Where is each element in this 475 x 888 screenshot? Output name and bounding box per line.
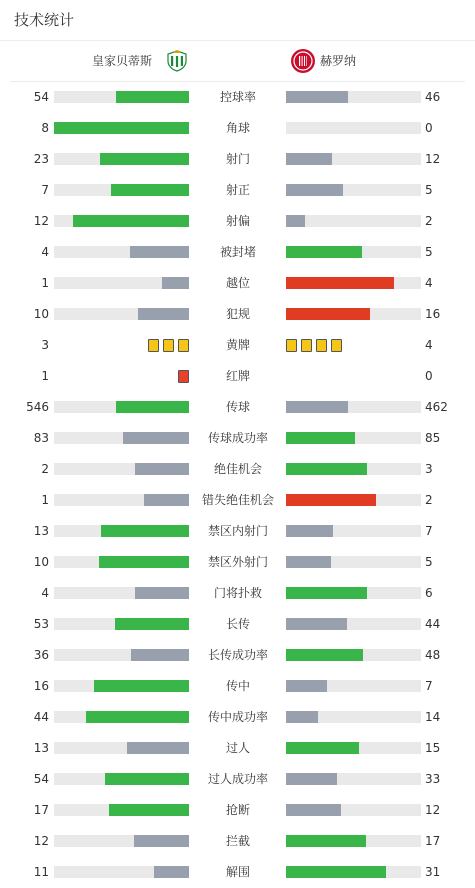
away-stat-value: 17 [425,834,441,848]
home-stat-bar-track [54,711,189,723]
home-stat-value: 7 [41,183,49,197]
home-stat-value: 36 [33,648,49,662]
away-stat-value: 2 [425,214,433,228]
stat-label: 绝佳机会 [213,462,262,476]
home-stat-value: 11 [33,865,49,879]
stat-row [0,175,475,206]
away-stat-value: 5 [425,245,433,259]
away-stat-bar-fill [286,866,386,878]
stat-row [0,702,475,733]
away-stat-value: 12 [425,152,441,166]
home-stat-value: 1 [41,493,49,507]
away-stat-bar-track [286,401,421,413]
away-stat-bar-track [286,215,421,227]
home-stat-bar-fill [115,618,189,630]
home-stat-bar-fill [116,401,189,413]
home-stat-value: 53 [33,617,49,631]
home-stat-bar-track [54,804,189,816]
home-stat-bar-track [54,463,189,475]
away-stat-value: 5 [425,555,433,569]
home-stat-value: 12 [33,834,49,848]
stat-label: 过人 [225,741,250,755]
stat-label: 黄牌 [225,338,250,352]
away-stat-bar-fill [286,494,376,506]
home-stat-bar-track [54,277,189,289]
home-stat-value: 4 [41,245,49,259]
stat-label: 越位 [225,276,250,290]
stat-row [0,671,475,702]
home-stat-bar-track [54,184,189,196]
stat-label: 长传成功率 [207,648,268,662]
home-stat-bar-fill [130,246,189,258]
away-stat-bar-track [286,122,421,134]
away-stat-bar-track [286,680,421,692]
home-stat-bar-track [54,215,189,227]
home-stat-bar-fill [134,835,189,847]
away-stat-value: 0 [425,121,433,135]
stat-label: 犯规 [225,307,250,321]
away-stat-bar-fill [286,556,331,568]
home-stat-bar-fill [138,308,189,320]
stat-row [0,485,475,516]
away-stat-value: 44 [425,617,441,631]
away-stat-value: 33 [425,772,441,786]
home-stat-value: 1 [41,369,49,383]
away-stat-bar-fill [286,215,305,227]
home-team-name[interactable]: 皇家贝蒂斯 [91,54,152,68]
home-stat-value: 17 [33,803,49,817]
away-stat-bar-fill [286,711,318,723]
red-card-icon [178,370,189,383]
home-stat-bar-track [54,835,189,847]
away-stat-value: 14 [425,710,441,724]
yellow-card-icon [286,339,297,352]
away-stat-value: 4 [425,338,433,352]
home-stat-value: 12 [33,214,49,228]
away-stat-bar-track [286,649,421,661]
stat-row [0,795,475,826]
home-stat-bar-fill [105,773,189,785]
stat-row [0,392,475,423]
home-stat-bar-track [54,866,189,878]
home-stat-bar-fill [162,277,189,289]
home-stat-bar-track [54,153,189,165]
stat-label: 角球 [225,121,250,135]
yellow-card-icon [316,339,327,352]
away-stat-value: 48 [425,648,441,662]
stat-label: 禁区外射门 [207,555,268,569]
team-header [10,41,465,82]
home-stat-value: 4 [41,586,49,600]
page-title: 技术统计 [0,0,475,41]
away-stat-bar-fill [286,432,355,444]
stat-row [0,578,475,609]
home-stat-bar-fill [101,525,189,537]
away-stat-value: 12 [425,803,441,817]
stat-row [0,826,475,857]
away-stat-bar-fill [286,153,332,165]
stat-label: 抢断 [225,803,250,817]
home-stat-bar-fill [100,153,189,165]
home-stat-bar-track [54,649,189,661]
away-stat-bar-fill [286,525,333,537]
away-stat-bar-fill [286,742,359,754]
home-cards [178,370,189,383]
stat-label: 禁区内射门 [207,524,268,538]
home-stat-bar-track [54,587,189,599]
stat-row [0,454,475,485]
stat-row [0,764,475,795]
away-stat-value: 31 [425,865,441,879]
away-stat-bar-track [286,463,421,475]
away-stat-value: 0 [425,369,433,383]
home-stat-bar-fill [127,742,189,754]
home-stat-value: 23 [33,152,49,166]
home-stat-bar-track [54,618,189,630]
away-stat-bar-fill [286,246,362,258]
away-stat-value: 462 [425,400,448,414]
home-stat-value: 13 [33,741,49,755]
stat-label: 控球率 [219,90,256,104]
away-stat-value: 85 [425,431,441,445]
home-stat-bar-fill [111,184,189,196]
home-stat-bar-fill [144,494,189,506]
away-stat-bar-fill [286,184,343,196]
home-stat-bar-fill [94,680,189,692]
stat-label: 门将扑救 [213,586,262,600]
away-stat-bar-track [286,618,421,630]
home-stat-bar-fill [109,804,189,816]
stat-row [0,299,475,330]
home-stat-bar-fill [131,649,189,661]
yellow-card-icon [178,339,189,352]
home-stat-bar-track [54,494,189,506]
away-stat-bar-fill [286,618,347,630]
away-stat-bar-track [286,742,421,754]
home-team-crest-icon[interactable] [166,50,188,72]
stat-label: 红牌 [225,369,250,383]
stat-row [0,640,475,671]
away-stat-bar-fill [286,680,327,692]
stat-label: 被封堵 [219,245,256,259]
stat-row [0,609,475,640]
home-stat-bar-fill [123,432,189,444]
away-stat-bar-fill [286,587,367,599]
away-stat-bar-fill [286,463,367,475]
home-stat-bar-track [54,91,189,103]
home-stat-bar-fill [86,711,189,723]
away-stat-bar-track [286,587,421,599]
stat-row [0,547,475,578]
home-stat-bar-fill [116,91,189,103]
home-stat-bar-track [54,742,189,754]
away-stat-value: 7 [425,679,433,693]
home-stat-value: 10 [33,555,49,569]
away-stat-bar-fill [286,835,366,847]
home-stat-value: 3 [41,338,49,352]
away-stat-bar-fill [286,773,337,785]
away-stat-bar-track [286,866,421,878]
stat-label: 拦截 [225,834,250,848]
home-stat-bar-track [54,401,189,413]
away-team-name[interactable]: 赫罗纳 [320,54,357,68]
away-stat-bar-track [286,804,421,816]
stat-label: 传中成功率 [207,710,268,724]
away-stat-bar-track [286,184,421,196]
home-stat-bar-fill [154,866,189,878]
stat-row [0,857,475,888]
away-stat-bar-track [286,711,421,723]
away-team-crest-icon[interactable] [290,48,316,74]
home-stat-value: 1 [41,276,49,290]
home-stat-bar-track [54,308,189,320]
home-stat-value: 2 [41,462,49,476]
away-stat-bar-track [286,556,421,568]
away-stat-value: 15 [425,741,441,755]
stat-row [0,113,475,144]
stat-row [0,423,475,454]
stat-label: 解围 [225,865,250,879]
away-stat-bar-track [286,277,421,289]
stat-row [0,268,475,299]
away-stat-value: 7 [425,524,433,538]
stat-label: 错失绝佳机会 [201,493,274,507]
away-stat-bar-track [286,91,421,103]
away-stat-value: 16 [425,307,441,321]
home-stat-bar-fill [73,215,189,227]
home-stat-bar-fill [54,122,189,134]
yellow-card-icon [163,339,174,352]
home-stat-value: 546 [26,400,49,414]
stat-label: 传球 [225,400,250,414]
home-stat-value: 10 [33,307,49,321]
away-stat-bar-track [286,525,421,537]
stat-row [0,206,475,237]
home-stat-value: 54 [33,772,49,786]
stat-label: 长传 [225,617,250,631]
home-stat-value: 44 [33,710,49,724]
yellow-card-icon [331,339,342,352]
home-stat-bar-fill [99,556,189,568]
away-stat-value: 5 [425,183,433,197]
home-stat-bar-track [54,773,189,785]
away-stat-bar-track [286,246,421,258]
away-stat-value: 46 [425,90,441,104]
away-stat-value: 6 [425,586,433,600]
stat-label: 射偏 [225,214,250,228]
away-stat-bar-track [286,153,421,165]
home-stat-bar-track [54,432,189,444]
home-stat-bar-track [54,680,189,692]
home-stat-value: 16 [33,679,49,693]
away-stat-bar-track [286,773,421,785]
stat-row [0,144,475,175]
home-stat-value: 54 [33,90,49,104]
away-stat-bar-track [286,494,421,506]
home-stat-bar-track [54,556,189,568]
away-stat-bar-fill [286,804,341,816]
away-stat-bar-track [286,308,421,320]
home-cards [148,339,189,352]
stat-label: 过人成功率 [207,772,268,786]
home-stat-value: 83 [33,431,49,445]
yellow-card-icon [301,339,312,352]
away-stat-bar-fill [286,277,394,289]
away-stat-value: 2 [425,493,433,507]
stat-row [0,330,475,361]
home-stat-bar-track [54,525,189,537]
stat-row [0,82,475,113]
home-stat-bar-fill [135,463,189,475]
stat-row [0,237,475,268]
stat-label: 射正 [225,183,250,197]
away-stat-bar-track [286,835,421,847]
home-stat-bar-fill [135,587,189,599]
stat-row [0,361,475,392]
home-stat-bar-track [54,122,189,134]
stat-label: 传中 [225,679,250,693]
stat-row [0,516,475,547]
home-stat-bar-track [54,246,189,258]
away-stat-bar-fill [286,308,370,320]
away-stat-value: 4 [425,276,433,290]
stat-label: 传球成功率 [207,431,268,445]
home-stat-value: 13 [33,524,49,538]
away-stat-bar-fill [286,91,348,103]
home-stat-value: 8 [41,121,49,135]
away-stat-bar-track [286,432,421,444]
yellow-card-icon [148,339,159,352]
away-stat-bar-fill [286,649,363,661]
away-stat-value: 3 [425,462,433,476]
stat-label: 射门 [225,152,250,166]
away-cards [286,339,342,352]
away-stat-bar-fill [286,401,348,413]
stat-row [0,733,475,764]
